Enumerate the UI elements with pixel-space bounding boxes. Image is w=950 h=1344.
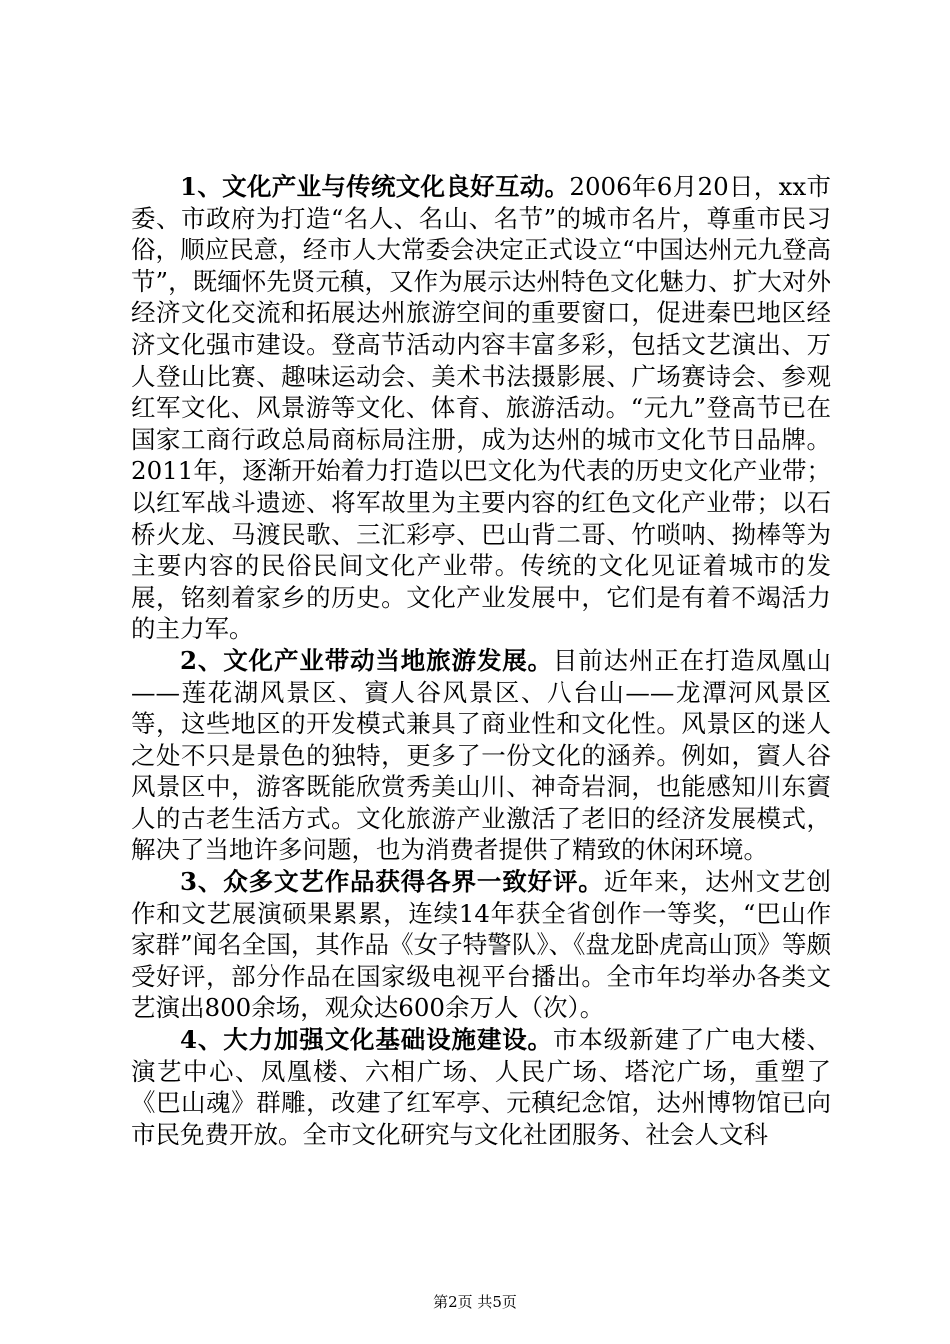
paragraph-heading: 1、文化产业与传统文化良好互动。 [180,172,570,201]
paragraph-text: 2006年6月20日，xx市委、市政府为打造“名人、名山、名节”的城市名片，尊重市民习俗，顺应民意，经市人大常委会决定正式设立“中国达州元九登高节”，既缅怀先贤元稹，又作为展示达州特色文化魅力、扩大对外经济文化交流和拓展达州旅游空间的重要窗口，促进秦巴地区经济文化强市建设。登高节活动内容丰富多彩，包括文艺演出、万人登山比赛、趣味运动会、美术书法摄影展、广场赛诗会、参观红军文化、风景游等文化、体育、旅游活动。“元九”登高节已在国家工商行政总局商标局注册，成为达州的城市文化节日品牌。2011年，逐渐开始着力打造以巴文化为代表的历史文化产业带；以红军战斗遗迹、将军故里为主要内容的红色文化产业带；以石桥火龙、马渡民歌、三汇彩亭、巴山背二哥、竹唢呐、拗棒等为主要内容的民俗民间文化产业带。传统的文化见证着城市的发展，铭刻着家乡的历史。文化产业发展中，它们是有着不竭活力的主力军。 [131,172,832,644]
paragraph-4 [131,1024,831,1150]
paragraph-heading: 3、众多文艺作品获得各界一致好评。 [180,867,604,897]
page-footer: 第2页 共5页 [433,1293,517,1311]
paragraph-heading: 4、大力加强文化基础设施建设。 [180,1025,553,1055]
paragraph-text: 近年来，达州文艺创作和文艺展演硕果累累，连续14年获全省创作一等奖，“巴山作家群”闻名全国，其作品《女子特警队》、《盘龙卧虎高山顶》等颇受好评，部分作品在国家级电视平台播出。全市年均举办各类文艺演出800余场，观众达600余万人（次）。 [131,867,832,1023]
paragraph-text: 市本级新建了广电大楼、演艺中心、凤凰楼、六相广场、人民广场、塔沱广场，重塑了《巴山魂》群雕，改建了红军亭、元稹纪念馆，达州博物馆已向市民免费开放。全市文化研究与文化社团服务、社会人文科 [131,1025,832,1149]
body-text [131,171,831,1150]
paragraph-heading: 2、文化产业带动当地旅游发展。 [180,645,553,675]
paragraph-1 [131,171,831,645]
paragraph-3 [131,866,831,1024]
paragraph-2 [131,645,831,866]
paragraph-text: 目前达州正在打造凤凰山——莲花湖风景区、賨人谷风景区、八台山——龙潭河风景区等，这些地区的开发模式兼具了商业性和文化性。风景区的迷人之处不只是景色的独特，更多了一份文化的涵养。例如，賨人谷风景区中，游客既能欣赏秀美山川、神奇岩洞，也能感知川东賨人的古老生活方式。文化旅游产业激活了老旧的经济发展模式，解决了当地许多问题，也为消费者提供了精致的休闲环境。 [131,645,832,865]
